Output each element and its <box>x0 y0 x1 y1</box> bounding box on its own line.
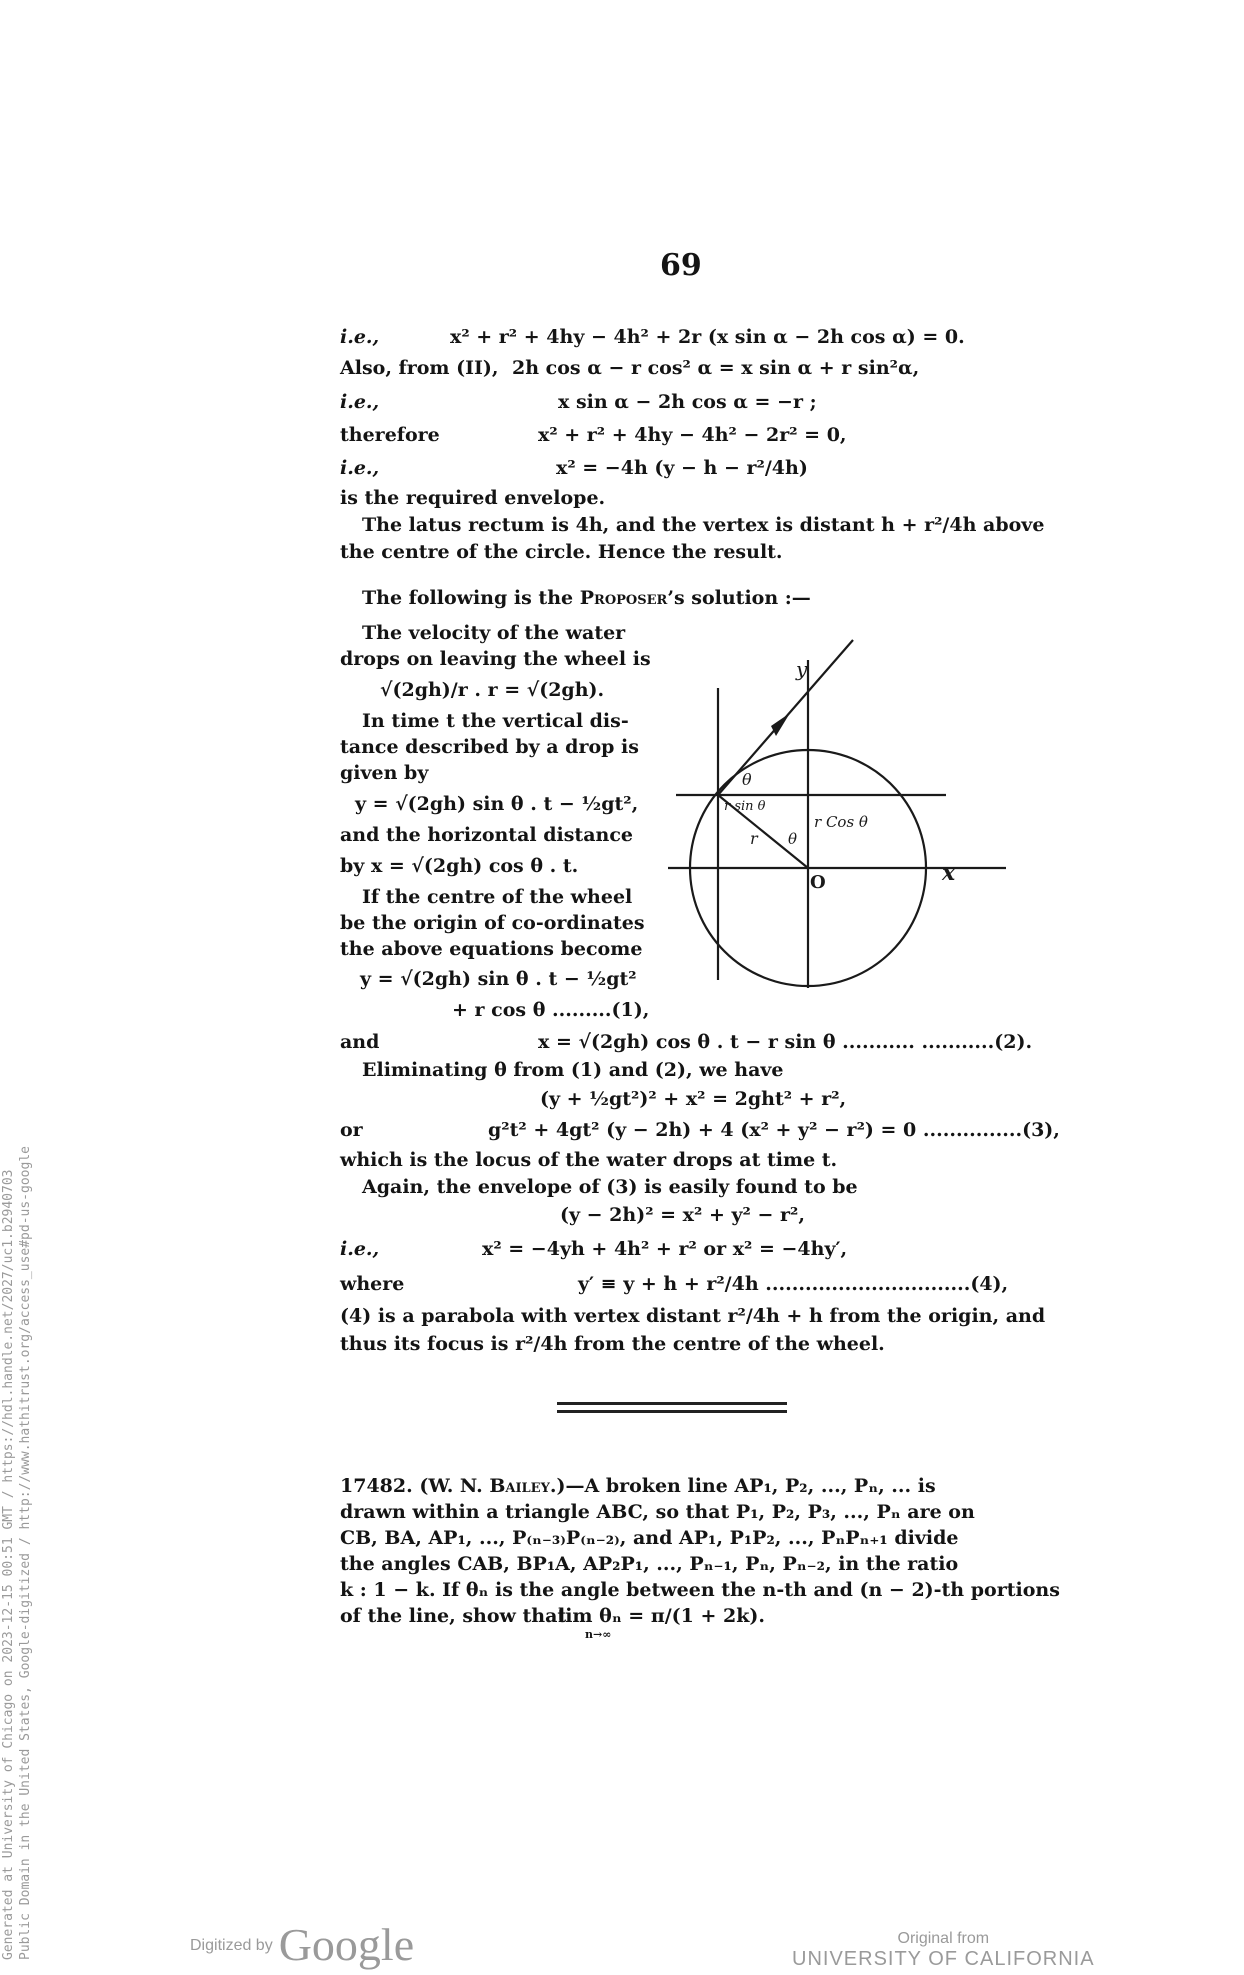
text-line: by x = √(2gh) cos θ . t. <box>340 855 579 877</box>
text-line: where <box>340 1273 405 1295</box>
text-line: given by <box>340 762 429 784</box>
text-line: k : 1 − k. If θₙ is the angle between the n-th and (n − 2)-th portions <box>340 1579 1060 1601</box>
equation: x² + r² + 4hy − 4h² + 2r (x sin α − 2h cos α) = 0. <box>450 326 965 348</box>
text-line: tance described by a drop is <box>340 736 639 758</box>
text-line: Again, the envelope of (3) is easily found to be <box>362 1176 858 1198</box>
text-line: be the origin of co-ordinates <box>340 912 645 934</box>
text-line: the centre of the circle. Hence the result. <box>340 541 783 563</box>
divider-rule <box>557 1410 787 1413</box>
equation: x² + r² + 4hy − 4h² − 2r² = 0, <box>538 424 847 446</box>
text-line: the above equations become <box>340 938 643 960</box>
text-line: drawn within a triangle ABC, so that P₁, P₂, P₃, ..., Pₙ are on <box>340 1501 975 1523</box>
equation: 2h cos α − r cos² α = x sin α + r sin²α, <box>512 357 920 379</box>
equation: x² = −4yh + 4h² + r² or x² = −4hy′, <box>482 1238 848 1260</box>
text-line: and the horizontal distance <box>340 824 633 846</box>
text-line: therefore <box>340 424 440 446</box>
text-line: CB, BA, AP₁, ..., P₍ₙ₋₃₎P₍ₙ₋₂₎, and AP₁, P₁P₂, ..., PₙPₙ₊₁ divide <box>340 1527 959 1549</box>
text-fragment: The following is the <box>362 587 580 609</box>
equation: g²t² + 4gt² (y − 2h) + 4 (x² + y² − r²) = 0 ...............(3), <box>488 1119 1060 1141</box>
text-line: The velocity of the water <box>362 622 626 644</box>
text-fragment: .)—A broken line AP₁, P₂, ..., Pₙ, ... is <box>549 1475 936 1497</box>
google-logo: Google <box>278 1919 415 1970</box>
wheel-diagram <box>668 630 1028 1000</box>
text-line: Also, from (II), <box>340 357 499 379</box>
text-line: i.e., <box>340 457 380 479</box>
equation: (y − 2h)² = x² + y² − r², <box>560 1204 805 1226</box>
proposer-name: Proposer <box>579 587 668 609</box>
equation: lim θₙ = π/(1 + 2k). <box>558 1605 766 1627</box>
text-line: which is the locus of the water drops at time t. <box>340 1149 838 1171</box>
text-line: drops on leaving the wheel is <box>340 648 651 670</box>
university-label: UNIVERSITY OF CALIFORNIA <box>792 1948 1095 1970</box>
text-fragment: ’s solution :— <box>667 587 811 609</box>
label-r-cos: r Cos θ <box>814 813 868 831</box>
text-line: Eliminating θ from (1) and (2), we have <box>362 1059 784 1081</box>
label-x: x <box>942 860 956 886</box>
text-fragment: 17482. (W. N. <box>340 1475 490 1497</box>
equation: x = √(2gh) cos θ . t − r sin θ ........... ...........(2). <box>538 1031 1033 1053</box>
divider-rule <box>557 1402 787 1405</box>
equation: (y + ½gt²)² + x² = 2ght² + r², <box>540 1088 847 1110</box>
text-line: (4) is a parabola with vertex distant r²/4h + h from the origin, and <box>340 1305 1046 1327</box>
label-r-sin: r sin θ <box>724 799 766 814</box>
text-line: The latus rectum is 4h, and the vertex is distant h + r²/4h above <box>362 514 1045 536</box>
equation: y = √(2gh) sin θ . t − ½gt², <box>355 793 639 815</box>
sidebar-line-1: Generated at University of Chicago on 2023-12-15 00:51 GMT / https://hdl.handle.net/2027/uc1.b2940703 <box>1 1169 16 1960</box>
label-theta-top: θ <box>742 770 752 789</box>
text-line <box>362 586 811 610</box>
text-line: of the line, show that <box>340 1605 567 1627</box>
text-line: i.e., <box>340 326 380 348</box>
text-line: is the required envelope. <box>340 487 606 509</box>
label-r: r <box>750 829 758 848</box>
text-line: In time t the vertical dis- <box>362 710 629 732</box>
text-line: If the centre of the wheel <box>362 886 633 908</box>
text-line: i.e., <box>340 391 380 413</box>
text-line: thus its focus is r²/4h from the centre of the wheel. <box>340 1333 885 1355</box>
equation: y = √(2gh) sin θ . t − ½gt² <box>360 968 637 990</box>
sidebar-line-2: Public Domain in the United States, Google-digitized / http://www.hathitrust.org/access_use#pd-us-google <box>18 1146 33 1960</box>
original-from-label: Original from <box>897 1930 990 1947</box>
footer-digitized <box>190 1918 414 1971</box>
equation: y′ ≡ y + h + r²/4h ...............................(4), <box>578 1273 1009 1295</box>
label-y: y <box>796 657 808 681</box>
text-line: and <box>340 1031 380 1053</box>
footer-original <box>792 1930 1095 1971</box>
label-origin: O <box>810 872 826 893</box>
text-line: or <box>340 1119 363 1141</box>
equation: x sin α − 2h cos α = −r ; <box>558 391 817 413</box>
problem-heading <box>340 1474 936 1498</box>
equation: x² = −4h (y − h − r²/4h) <box>556 457 808 479</box>
author-name: Bailey <box>489 1475 550 1497</box>
text-line: i.e., <box>340 1238 380 1260</box>
sidebar-watermark <box>0 960 34 1960</box>
label-theta-mid: θ <box>788 830 798 848</box>
text-line: the angles CAB, BP₁A, AP₂P₁, ..., Pₙ₋₁, Pₙ, Pₙ₋₂, in the ratio <box>340 1553 959 1575</box>
page-number: 69 <box>660 248 702 283</box>
equation: √(2gh)/r . r = √(2gh). <box>380 679 605 701</box>
equation: + r cos θ .........(1), <box>452 999 650 1021</box>
limit-subscript: n→∞ <box>585 1628 612 1641</box>
digitized-by-label: Digitized by <box>190 1937 273 1954</box>
